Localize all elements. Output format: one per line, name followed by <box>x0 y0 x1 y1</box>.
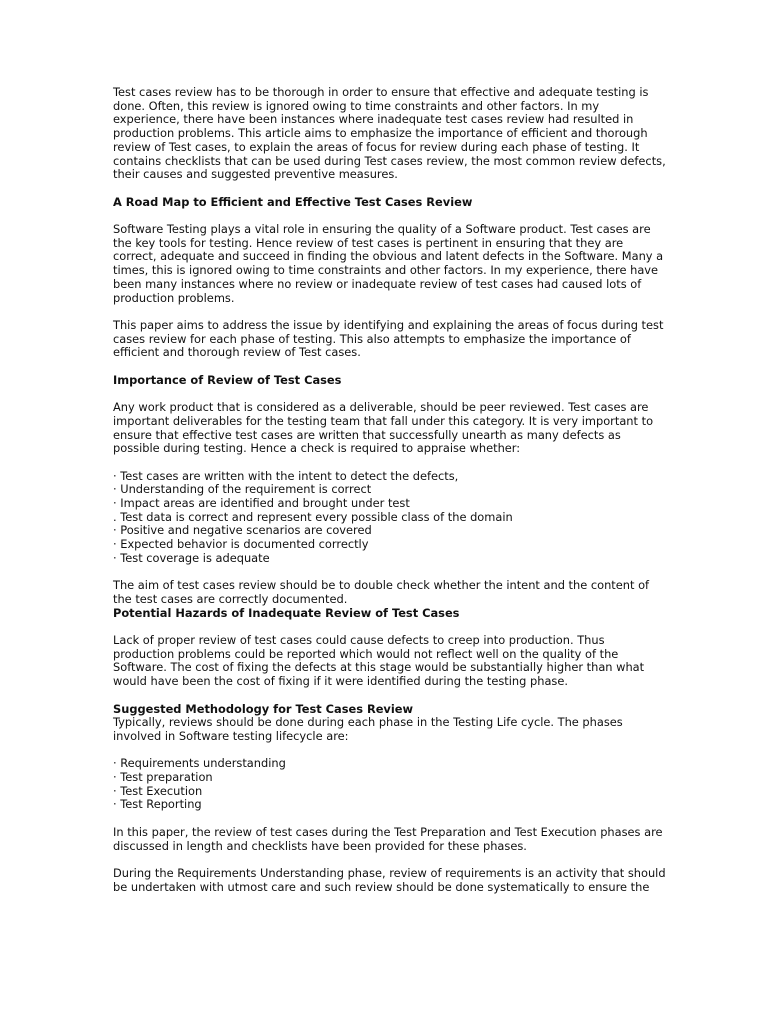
list-item: · Requirements understanding <box>113 756 286 771</box>
intro-paragraph: Test cases review has to be thorough in order to ensure that effective and adequate testing is done. Often, this review is ignored owing to time constraints and other factors. In my experience, there have been instances where inadequate test cases review had resulted in production problems. This article aims to emphasize the importance of efficient and thorough review of Test cases, to explain the areas of focus for review during each phase of testing. It contains checklists that can be used during Test cases review, the most common review defects, their causes and suggested preventive measures. <box>113 85 666 182</box>
list-item: · Impact areas are identified and brought under test <box>113 496 410 510</box>
importance-paragraph-1: Any work product that is considered as a deliverable, should be peer reviewed. Test cases are important deliverables for the testing team that fall under this category. It is very important to ensure that effective test cases are written that successfully unearth as many defects as possible during testing. Hence a check is required to appraise whether: <box>113 400 654 456</box>
document-body <box>113 86 668 894</box>
section-heading-hazards: Potential Hazards of Inadequate Review of Test Cases <box>113 605 460 620</box>
list-item: · Test cases are written with the intent to detect the defects, <box>113 468 459 483</box>
list-item: · Test coverage is adequate <box>113 550 270 565</box>
section-heading-importance: Importance of Review of Test Cases <box>113 372 342 387</box>
section-heading-road-map: A Road Map to Efficient and Effective Test Cases Review <box>113 194 473 209</box>
testing-phases-list <box>113 757 668 812</box>
list-item: · Expected behavior is documented correctly <box>113 537 369 552</box>
list-item: · Understanding of the requirement is correct <box>113 482 372 497</box>
list-item: · Test Execution <box>113 783 203 798</box>
importance-paragraph-2: The aim of test cases review should be to double check whether the intent and the content of the test cases are correctly documented. <box>113 578 650 606</box>
hazards-paragraph: Lack of proper review of test cases could cause defects to creep into production. Thus production problems could be reported which would not reflect well on the quality of the Software. The cost of fixing the defects at this stage would be substantially higher than what would have been the cost of fixing if it were identified during the testing phase. <box>113 633 645 689</box>
methodology-paragraph-1: Typically, reviews should be done during each phase in the Testing Life cycle. The phases involved in Software testing lifecycle are: <box>113 715 623 743</box>
methodology-paragraph-3: During the Requirements Understanding phase, review of requirements is an activity that should be undertaken with utmost care and such review should be done systematically to ensure the <box>113 865 666 894</box>
methodology-paragraph-2: In this paper, the review of test cases during the Test Preparation and Test Execution phases are discussed in length and checklists have been provided for these phases. <box>113 824 663 853</box>
road-map-paragraph-1: Software Testing plays a vital role in ensuring the quality of a Software product. Test cases are the key tools for testing. Hence review of test cases is pertinent in ensuring that they are correct, adequate and succeed in finding the obvious and latent defects in the Software. Many a times, this is ignored owing to time constraints and other factors. In my experience, there have been many instances where no review or inadequate review of test cases had caused lots of production problems. <box>113 222 664 305</box>
road-map-paragraph-2: This paper aims to address the issue by identifying and explaining the areas of focus during test cases review for each phase of testing. This also attempts to emphasize the importance of efficient and thorough review of Test cases. <box>113 317 664 360</box>
list-item: · Test preparation <box>113 770 213 784</box>
section-heading-methodology: Suggested Methodology for Test Cases Review <box>113 701 414 716</box>
list-item: · Test Reporting <box>113 797 202 812</box>
appraisal-checklist <box>113 470 668 566</box>
list-item: · Positive and negative scenarios are covered <box>113 523 372 538</box>
list-item: . Test data is correct and represent every possible class of the domain <box>113 509 513 524</box>
